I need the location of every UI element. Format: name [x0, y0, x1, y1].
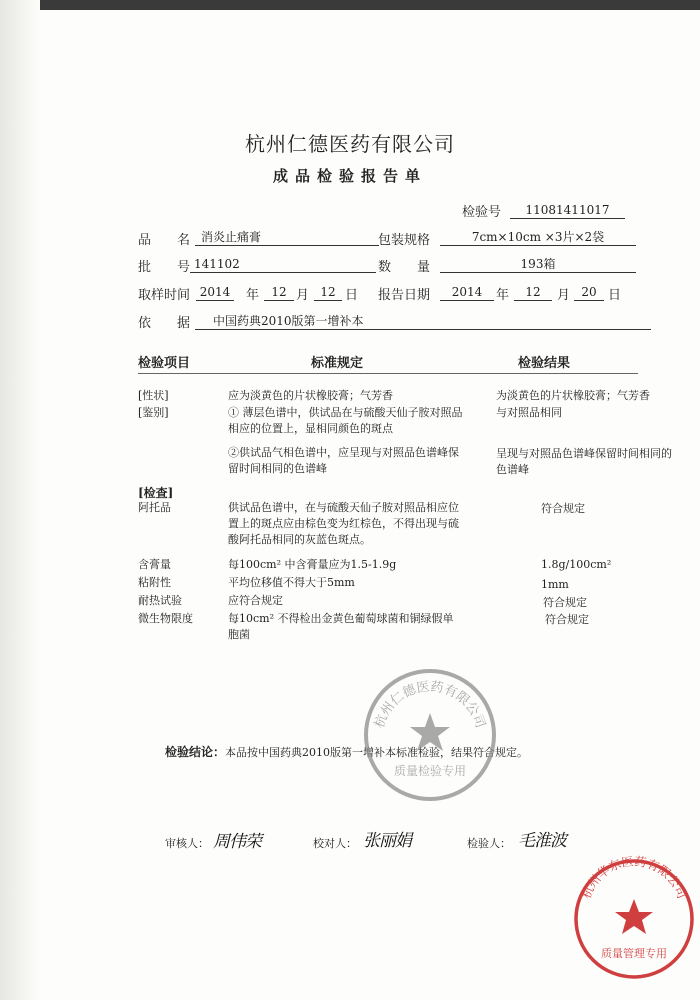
- conclusion-text: 本品按中国药典2010版第一增补本标准检验，结果符合规定。: [225, 746, 529, 759]
- company-title: 杭州仁德医药有限公司: [245, 132, 455, 156]
- product-name-label: 品 名: [138, 233, 191, 248]
- row-ident2-standard: ②供试品气相色谱中，应呈现与对照品色谱峰保留时间相同的色谱峰: [228, 446, 459, 475]
- qa-seal-stamp: [570, 855, 698, 983]
- sampling-month-unit: 月: [296, 288, 310, 303]
- row-appearance-standard: 应为淡黄色的片状橡胶膏；气芳香: [228, 389, 393, 402]
- section-check: [检查]: [138, 486, 174, 500]
- company-seal-stamp: [360, 665, 500, 805]
- row-heat-standard: 应符合规定: [228, 594, 283, 607]
- report-title: 成品检验报告单: [272, 167, 427, 185]
- row-atropine-item: 阿托品: [138, 501, 171, 514]
- scan-top-edge: [0, 0, 700, 10]
- row-microbe-item: 微生物限度: [138, 612, 193, 625]
- row-heat-item: 耐热试验: [138, 594, 182, 607]
- row-microbe-standard: 每10cm² 不得检出金黄色葡萄球菌和铜绿假单胞菌: [228, 612, 454, 641]
- header-rule: [138, 373, 638, 374]
- row-appearance-result: 为淡黄色的片状橡胶膏；气芳香: [496, 389, 650, 402]
- row-content-item: 含膏量: [138, 558, 171, 571]
- product-name-value: 消炎止痛膏: [195, 229, 379, 246]
- checker-signature: 张丽娟: [363, 831, 411, 851]
- seal-text: 杭州仁德医药有限公司: [372, 679, 488, 731]
- batch-no-value: 141102: [190, 256, 376, 273]
- sampling-year-unit: 年: [246, 288, 260, 303]
- sampling-day-unit: 日: [345, 288, 359, 303]
- report-month: 12: [514, 284, 552, 301]
- report-date-label: 报告日期: [378, 288, 431, 303]
- quantity-value: 193箱: [440, 256, 636, 273]
- reviewer-label: 审核人：: [165, 837, 209, 850]
- row-ident1-standard: ① 薄层色谱中，供试品在与硫酸天仙子胺对照品相应的位置上，显相同颜色的斑点: [228, 406, 463, 435]
- basis-value: 中国药典2010版第一增补本: [195, 313, 651, 330]
- basis-label: 依 据: [138, 316, 191, 331]
- inspection-no-value: 11081411017: [510, 202, 625, 219]
- seal-inner-text: 质量检验专用: [393, 764, 467, 778]
- row-adhesion-standard: 平均位移值不得大于5mm: [228, 576, 355, 589]
- package-spec-value: 7cm×10cm ×3片×2袋: [440, 229, 636, 246]
- inspector-signature: 毛淮波: [518, 831, 566, 851]
- header-item: 检验项目: [138, 356, 191, 371]
- row-microbe-result: 符合规定: [545, 613, 589, 626]
- batch-no-label: 批 号: [138, 260, 191, 275]
- seal2-text: 杭州华东医药有限公司: [579, 855, 689, 901]
- row-content-standard: 每100cm² 中含膏量应为1.5-1.9g: [228, 558, 397, 571]
- sampling-time-label: 取样时间: [138, 288, 191, 303]
- report-year: 2014: [440, 284, 494, 301]
- reviewer-signature: 周伟荣: [213, 832, 261, 852]
- conclusion-label: 检验结论：: [165, 745, 226, 759]
- package-spec-label: 包装规格: [378, 233, 431, 248]
- seal2-inner-text: 质量管理专用: [601, 947, 667, 960]
- sampling-year: 2014: [196, 284, 234, 301]
- row-content-result: 1.8g/100cm²: [541, 558, 612, 571]
- seal2-star-icon: [615, 899, 653, 934]
- quantity-label: 数 量: [378, 260, 431, 275]
- row-ident-item: [鉴别]: [138, 406, 169, 419]
- inspection-no-label: 检验号: [462, 205, 502, 220]
- seal-star-icon: [410, 713, 450, 751]
- row-atropine-standard: 供试品色谱中，在与硫酸天仙子胺对照品相应位置上的斑点应由棕色变为红棕色，不得出现与硫酸阿托品相同的灰蓝色斑点。: [228, 501, 459, 546]
- row-atropine-result: 符合规定: [541, 502, 585, 515]
- report-year-unit: 年: [496, 288, 510, 303]
- report-month-unit: 月: [557, 288, 571, 303]
- report-day-unit: 日: [608, 288, 622, 303]
- sampling-month: 12: [264, 284, 294, 301]
- row-adhesion-item: 粘附性: [138, 576, 171, 589]
- row-appearance-item: [性状]: [138, 389, 169, 402]
- checker-label: 校对人：: [313, 837, 357, 850]
- header-standard: 标准规定: [311, 356, 364, 371]
- sampling-day: 12: [314, 284, 342, 301]
- header-result: 检验结果: [518, 356, 571, 371]
- inspector-label: 检验人：: [467, 837, 511, 850]
- row-ident2-result: 呈现与对照品色谱峰保留时间相同的色谱峰: [496, 447, 672, 476]
- row-ident1-result: 与对照品相同: [496, 406, 562, 419]
- report-day: 20: [574, 284, 604, 301]
- row-heat-result: 符合规定: [543, 596, 587, 609]
- row-adhesion-result: 1mm: [541, 578, 569, 591]
